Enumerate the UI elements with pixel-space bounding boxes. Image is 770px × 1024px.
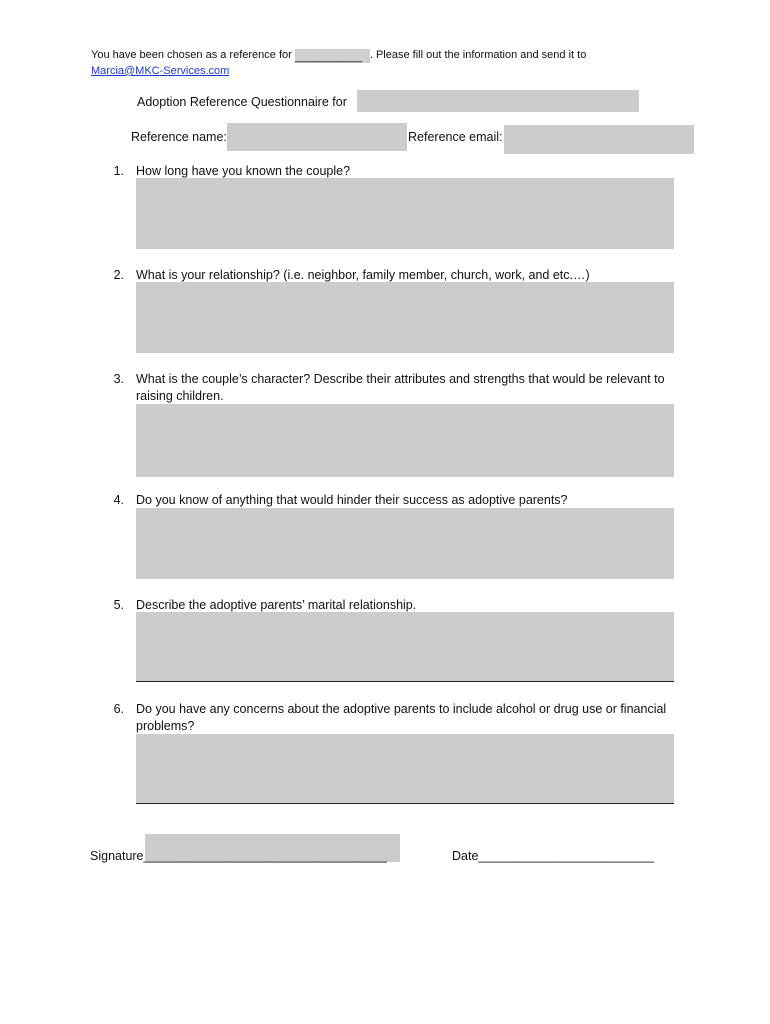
answer-6-field[interactable] [136,734,674,804]
question-2-number: 2. [113,268,124,282]
question-1-number: 1. [113,164,124,178]
date-label-text: Date [452,849,479,863]
question-3-number: 3. [113,372,124,386]
question-5-text: Describe the adoptive parents’ marital relationship. [136,598,417,612]
question-6-number: 6. [113,702,124,716]
intro-line1-before: You have been chosen as a reference for [91,49,295,61]
answer-3-field[interactable] [136,404,674,477]
answer-2-field[interactable] [136,282,674,353]
answer-4-field[interactable] [136,508,674,579]
chosen-for-blank-text: ___________ [294,51,363,63]
question-4-number: 4. [113,493,124,507]
questionnaire-label: Adoption Reference Questionnaire for [137,95,347,109]
reference-email-field[interactable] [504,125,694,154]
signature-label-text: Signature [90,849,144,863]
signature-line: ____________________________________ [143,849,387,863]
question-4-text: Do you know of anything that would hinder their success as adoptive parents? [136,493,568,507]
question-6-text: Do you have any concerns about the adoptive parents to include alcohol or drug use or financial problems? [136,702,667,733]
answer-1-field[interactable] [136,178,674,249]
date-label [452,849,654,863]
reference-name-label: Reference name: [131,130,227,144]
question-1-text: How long have you known the couple? [136,164,351,178]
intro-line1-after: . Please fill out the information and send it to [369,49,587,61]
questionnaire-for-field[interactable] [357,90,639,112]
question-3-text: What is the couple’s character? Describe their attributes and strengths that would be relevant to raising children. [136,372,665,403]
signature-label [90,849,387,863]
date-line[interactable]: __________________________ [478,849,654,863]
answer-5-field[interactable] [136,612,674,682]
chosen-for-blank[interactable] [295,49,370,63]
question-5-number: 5. [113,598,124,612]
intro-text [91,47,711,79]
reference-name-field[interactable] [227,123,407,151]
email-link[interactable]: Marcia@MKC-Services.com [91,65,230,77]
reference-email-label: Reference email: [408,130,503,144]
question-2-text: What is your relationship? (i.e. neighbor, family member, church, work, and etc.…) [136,268,590,282]
